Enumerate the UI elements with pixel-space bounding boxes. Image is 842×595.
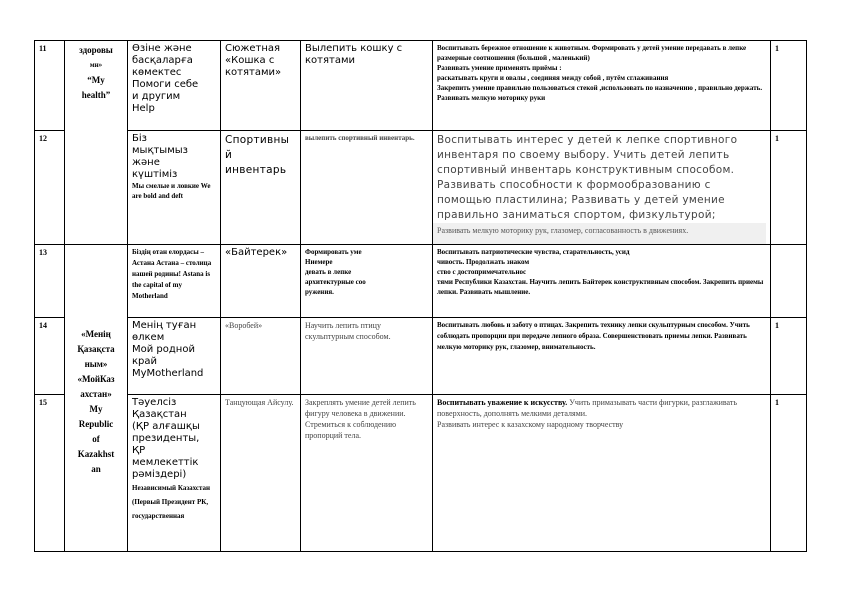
theme-line: Republic — [78, 419, 114, 429]
topic-line: президенты, — [132, 433, 200, 444]
task-line: архитектурные соо — [305, 278, 366, 286]
topic-line: өлкем — [132, 332, 165, 343]
topic-line: мемлекеттік — [132, 457, 199, 468]
table-row — [35, 131, 807, 245]
theme-health — [65, 41, 128, 245]
topic-line: Help — [132, 103, 155, 114]
theme-line: My — [89, 404, 103, 414]
topic-translation: Мы смелые и ловкие We are bold and deft — [132, 182, 211, 200]
table-row — [35, 318, 807, 395]
goal-line: тями Республики Казахстан. Научить лепить Байтерек конструктивным способом. Закрепить приемы лепки. Развивать мышление. — [437, 278, 764, 296]
hours — [771, 245, 807, 318]
lesson-title: Танцующая Айсулу. — [221, 395, 301, 552]
topic-line: край — [132, 356, 158, 367]
topic-line: Менің туған — [132, 320, 197, 331]
kz-topic — [128, 131, 221, 245]
lesson-line: Спортивны — [225, 134, 290, 146]
kz-topic — [128, 41, 221, 131]
lesson-line: котятами» — [225, 67, 282, 78]
topic-line: мықтымыз — [132, 145, 188, 156]
table-row — [35, 245, 807, 318]
task-line: Формировать уме — [305, 248, 362, 256]
theme-line: an — [91, 464, 101, 474]
goal-line: ство с достопримечательнос — [437, 268, 527, 276]
task-line: девать в лепке — [305, 268, 352, 276]
topic-line: рәміздері) — [132, 469, 187, 480]
task-line: Ниемере — [305, 258, 333, 266]
theme-line: of — [92, 434, 100, 444]
goal-text: Учить примазывать части фигурки, разглаживать поверхность, дополнять мелкими деталями. — [437, 398, 738, 418]
lesson-title: «Воробей» — [221, 318, 301, 395]
goal-extra: Развивать интерес к казахскому народному творчеству — [437, 420, 624, 429]
goal-text: Воспитывать интерес у детей к лепке спортивного инвентаря по своему выбору. Учить детей лепить спортивный инвентарь конструктивным способом. Развивать способности к формообразованию с помощью пластилина; Развивать у детей умение правильно заниматься спортом, физкультурой; — [437, 134, 738, 221]
kz-topic — [128, 395, 221, 552]
lesson-task: Научить лепить птицу скульптурным способом. — [301, 318, 433, 395]
topic-line: (ҚР алғашқы — [132, 421, 200, 432]
goal-line: Воспитывать патриотические чувства, старательность, усид — [437, 248, 630, 256]
kz-topic: Біздің отан елордасы –Астана Астана – столица нашей родины! Astana is the capital of my Motherland — [128, 245, 221, 318]
goal-line: Закрепить умение правильно пользоваться стекой ,использовать по назначению , правильно держать. Развивать мелкую моторику руки — [437, 84, 763, 102]
topic-line: Помоги себе — [132, 79, 199, 90]
hours: 1 — [771, 395, 807, 552]
lesson-line: инвентарь — [225, 164, 287, 176]
table-row — [35, 41, 807, 131]
goal-bold: Воспитывать уважение к искусству. — [437, 398, 568, 407]
curriculum-table — [34, 40, 807, 552]
topic-line: ҚР — [132, 445, 146, 456]
row-number: 11 — [35, 41, 65, 131]
goal-line: чивость. Продолжать знаком — [437, 258, 530, 266]
topic-line: Мой родной — [132, 344, 195, 355]
lesson-title — [221, 41, 301, 131]
topic-line: көмектес — [132, 67, 182, 78]
topic-line: күштіміз — [132, 169, 178, 180]
lesson-goals — [433, 131, 771, 245]
table-row — [35, 395, 807, 552]
theme-line: ахстан» — [80, 389, 112, 399]
lesson-goals — [433, 41, 771, 131]
theme-line: «МойКаз — [77, 374, 115, 384]
lesson-goals — [433, 395, 771, 552]
topic-line: басқаларға — [132, 55, 193, 66]
theme-line: Қазақста — [77, 344, 115, 354]
lesson-line: Сюжетная — [225, 43, 281, 54]
row-number: 15 — [35, 395, 65, 552]
lesson-task: вылепить спортивный инвентарь. — [301, 131, 433, 245]
theme-line: «Менің — [81, 329, 111, 339]
goal-extra: Развивать мелкую моторику рук, глазомер, согласованность в движениях. — [433, 223, 766, 244]
theme-line: Kazakhst — [77, 449, 115, 459]
hours: 1 — [771, 41, 807, 131]
topic-line: және — [132, 157, 160, 168]
topic-line: и другим — [132, 91, 181, 102]
topic-line: MyMotherland — [132, 368, 204, 379]
lesson-title — [221, 131, 301, 245]
theme-line: “My — [87, 75, 105, 85]
lesson-task: Вылепить кошку с котятами — [301, 41, 433, 131]
topic-line: Өзіне және — [132, 43, 192, 54]
topic-line: Қазақстан — [132, 409, 187, 420]
theme-kazakhstan — [65, 245, 128, 552]
goal-line: Развивать умение применять приёмы : — [437, 64, 562, 72]
lesson-task — [301, 245, 433, 318]
lesson-goals — [433, 245, 771, 318]
lesson-goals: Воспитывать любовь и заботу о птицах. Закрепить технику лепки скульптурным способом. Учить соблюдать пропорции при передаче лепного образа. Совершенствовать приемы лепки. Развивать мелкую моторику рук, глазомер, внимательность. — [433, 318, 771, 395]
theme-line: здоровы — [79, 45, 113, 55]
topic-line: Тәуелсіз — [132, 397, 177, 408]
row-number: 12 — [35, 131, 65, 245]
topic-translation: Независимый Казахстан (Первый Президент РК, государственная — [132, 484, 211, 520]
kz-topic — [128, 318, 221, 395]
theme-line: мн» — [89, 61, 103, 69]
goal-line: раскатывать круги и овалы , соединяя между собой , путём сглаживания — [437, 74, 669, 82]
hours: 1 — [771, 131, 807, 245]
lesson-line: «Кошка с — [225, 55, 275, 66]
theme-line: health” — [81, 90, 111, 100]
row-number: 14 — [35, 318, 65, 395]
hours: 1 — [771, 318, 807, 395]
goal-line: Воспитывать бережное отношение к животным. Формировать у детей умение передавать в лепке размерные соотношения (большой , маленький) — [437, 44, 747, 62]
lesson-task: Закреплять умение детей лепить фигуру человека в движении. Стремиться к соблюдению пропорций тела. — [301, 395, 433, 552]
topic-line: Біз — [132, 133, 147, 144]
lesson-title: «Байтерек» — [221, 245, 301, 318]
row-number: 13 — [35, 245, 65, 318]
lesson-line: й — [225, 149, 233, 161]
task-line: ружения. — [305, 288, 334, 296]
theme-line: ным» — [84, 359, 108, 369]
